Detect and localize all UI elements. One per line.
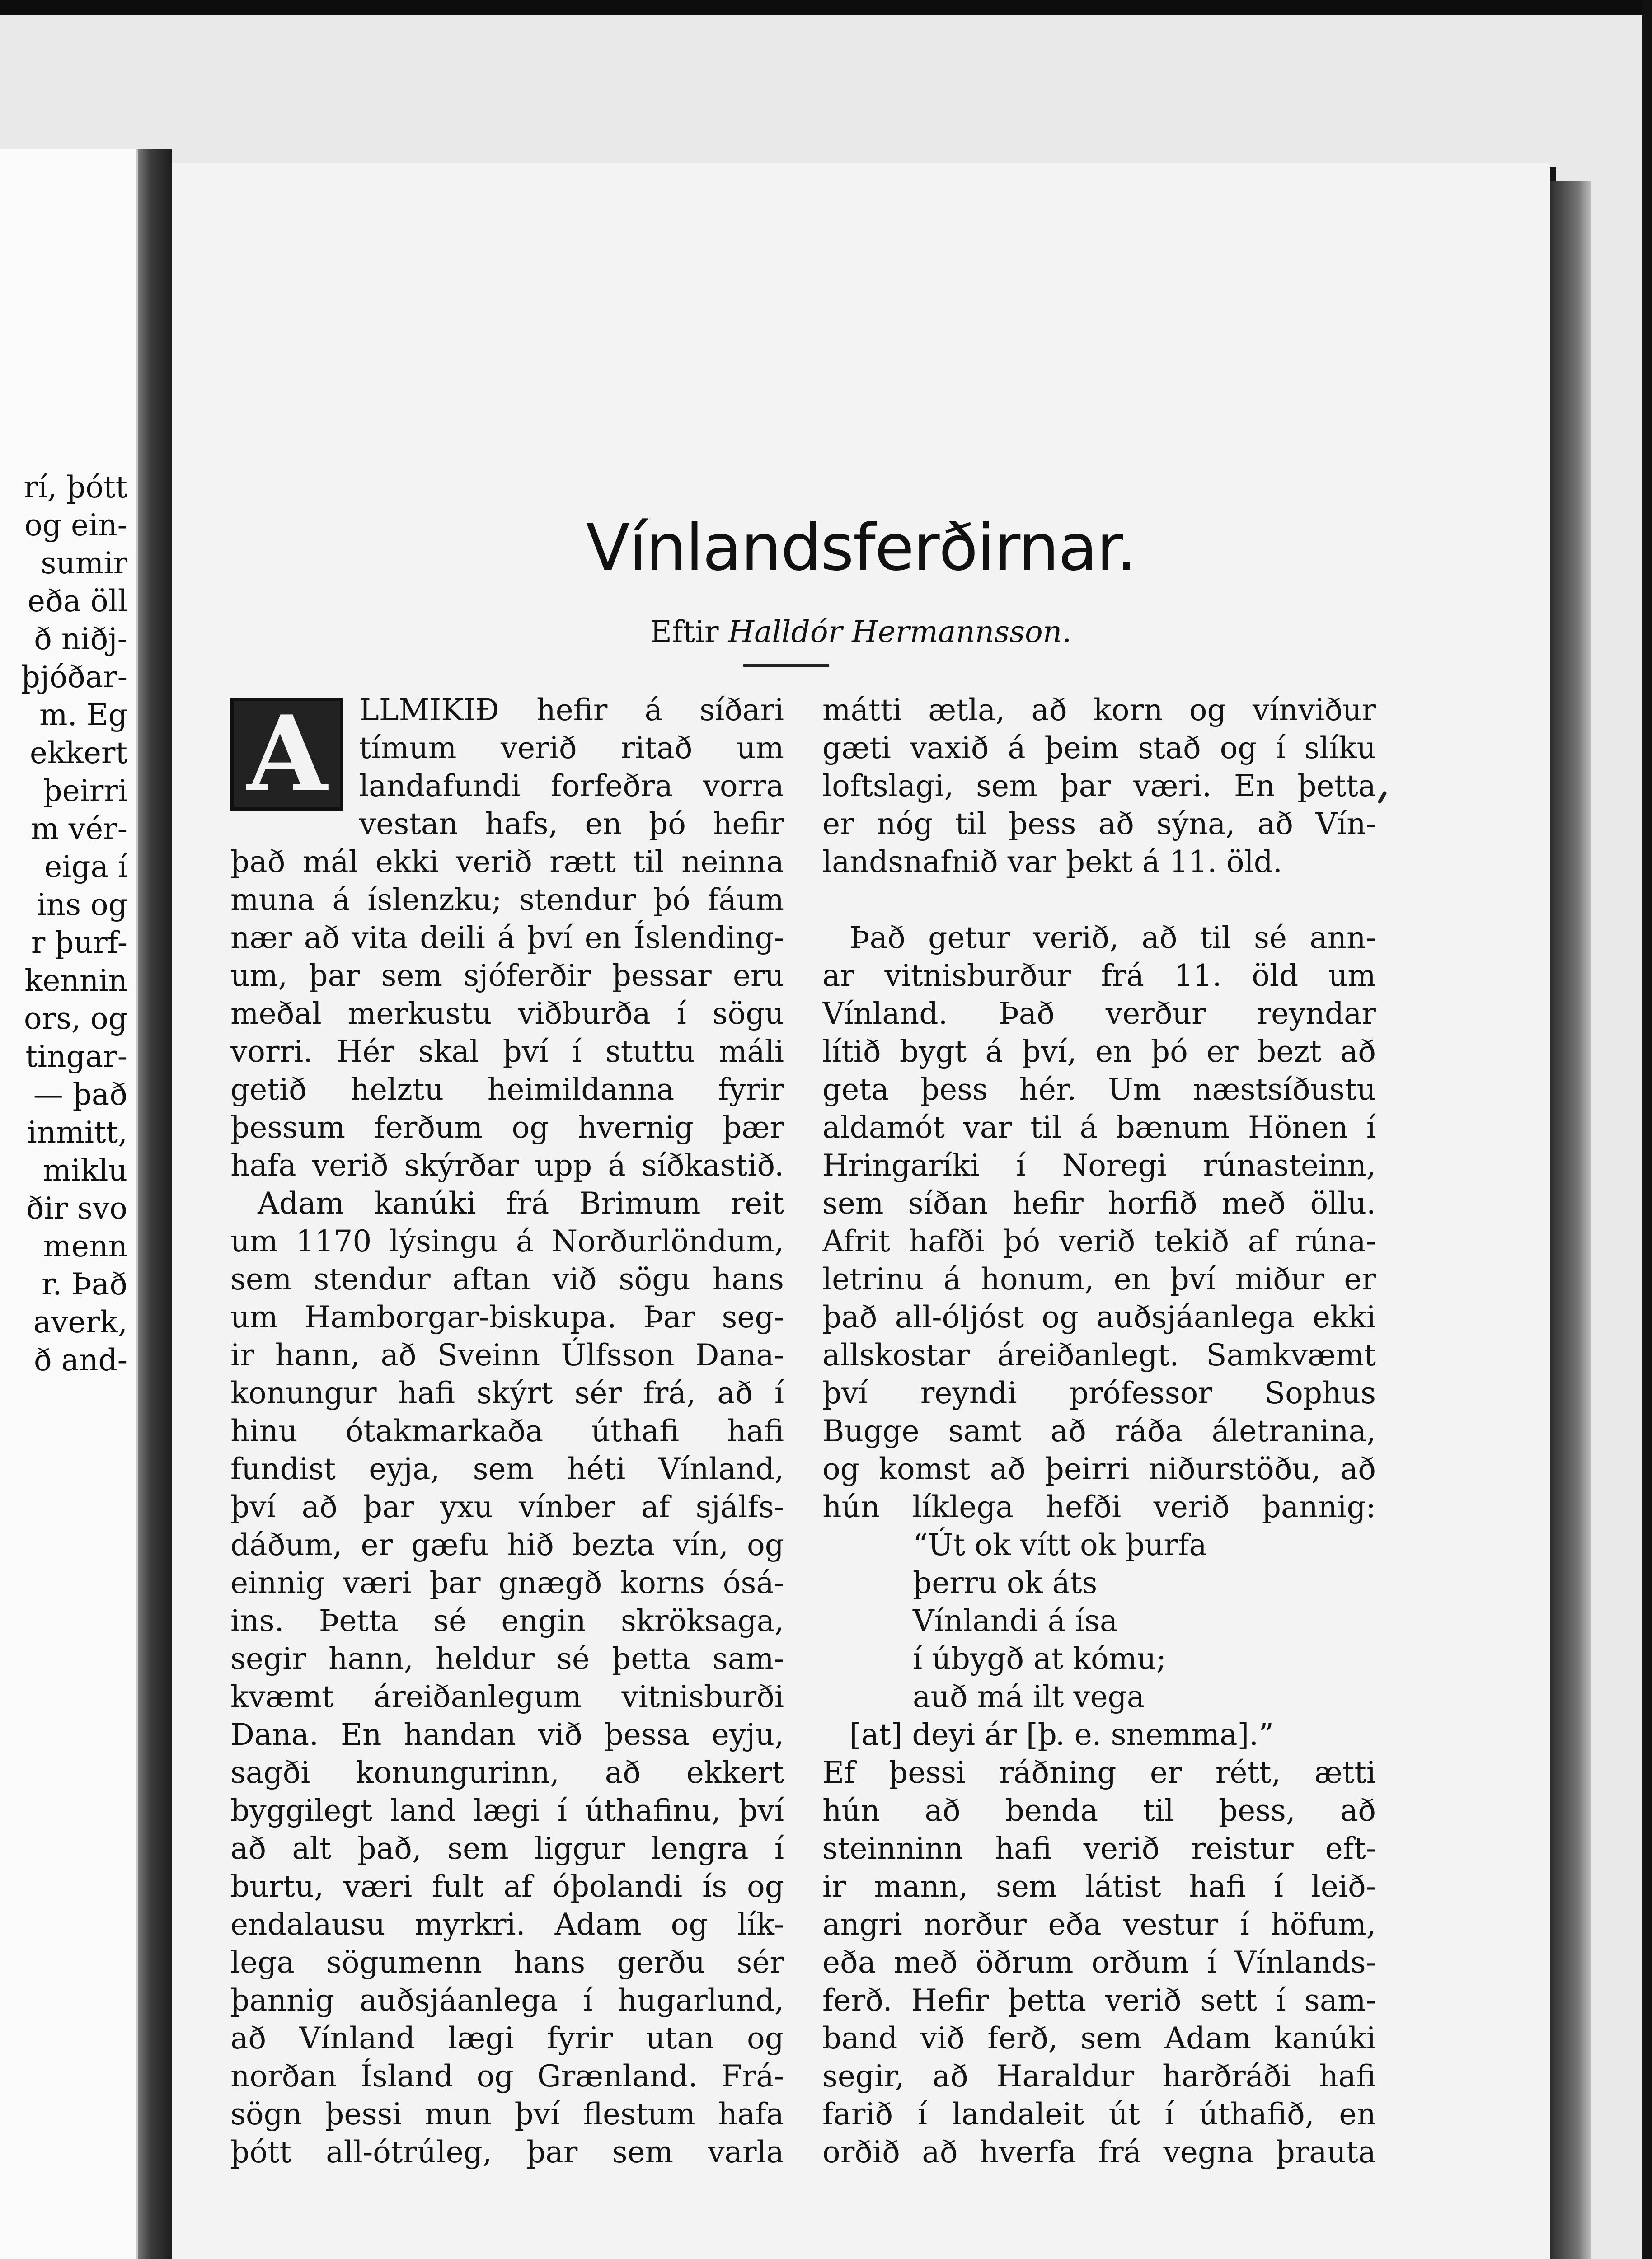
text-line: hún líklega hefði verið þannig: [822, 1490, 1376, 1524]
text-line: og komst að þeirri niðurstöðu, að [822, 1452, 1376, 1486]
text-line: landsnafnið var þekt á 11. öld. [822, 844, 1283, 879]
text-line: auð má ilt vega [913, 1679, 1145, 1714]
text-line: því að þar yxu vínber af sjálfs- [230, 1490, 784, 1524]
title-rule [743, 664, 829, 667]
previous-page-line: inmitt, [27, 1115, 127, 1150]
text-line: tímum verið ritað um [359, 731, 784, 765]
text-line: burtu, væri fult af óþolandi ís og [230, 1869, 784, 1904]
previous-page-line: eða öll [27, 584, 127, 619]
dropcap-letter: A [246, 693, 328, 815]
text-line: konungur hafi skýrt sér frá, að í [230, 1376, 784, 1411]
text-line: eða með öðrum orðum í Vínlands- [822, 1945, 1376, 1980]
previous-page-line: ekkert [29, 736, 127, 770]
text-line: því reyndi prófessor Sophus [822, 1376, 1376, 1411]
byline-prefix: Eftir [650, 614, 719, 649]
text-line: Það getur verið, að til sé ann- [849, 920, 1376, 955]
text-line: kvæmt áreiðanlegum vitnisburði [230, 1679, 784, 1714]
previous-page-line: averk, [33, 1305, 127, 1340]
previous-page-line: rí, þótt [23, 470, 127, 505]
text-line: getið helztu heimildanna fyrir [230, 1072, 784, 1107]
previous-page-line: ðir svo [26, 1191, 127, 1226]
text-line: það mál ekki verið rætt til neinna [230, 844, 784, 879]
previous-page-line: tingar- [25, 1039, 127, 1074]
byline-author: Halldór Hermannsson. [728, 614, 1072, 649]
text-line: dáðum, er gæfu hið bezta vín, og [230, 1528, 784, 1562]
text-line: vorri. Hér skal því í stuttu máli [230, 1034, 784, 1069]
previous-page-line: m vér- [31, 811, 127, 846]
text-line: Dana. En handan við þessa eyju, [230, 1717, 784, 1752]
text-line: [at] deyi ár [þ. e. snemma].” [849, 1717, 1274, 1752]
text-line: nær að vita deili á því en Íslending- [230, 920, 784, 955]
previous-page-line: m. Eg [39, 698, 127, 732]
text-line: fundist eyja, sem héti Vínland, [230, 1452, 784, 1486]
text-line: angri norður eða vestur í höfum, [822, 1907, 1376, 1942]
text-line: LLMIKIÐ hefir á síðari [359, 693, 784, 727]
text-line: Hringaríki í Noregi rúnasteinn, [822, 1148, 1376, 1183]
page-edge-shadow [1550, 181, 1591, 2259]
text-line: lega sögumenn hans gerðu sér [230, 1945, 784, 1980]
text-line: ar vitnisburður frá 11. öld um [822, 958, 1376, 993]
text-line: segir hann, heldur sé þetta sam- [230, 1641, 784, 1676]
text-line: norðan Ísland og Grænland. Frá- [230, 2059, 784, 2094]
text-line: um Hamborgar-biskupa. Þar seg- [230, 1300, 784, 1335]
previous-page-line: — það [33, 1077, 127, 1112]
previous-page-line: menn [43, 1229, 127, 1264]
previous-page-line: og ein- [24, 508, 127, 543]
text-line: gæti vaxið á þeim stað og í slíku [822, 731, 1376, 765]
left-column [230, 691, 784, 2171]
right-column [822, 691, 1376, 2171]
previous-page-line: eiga í [44, 849, 127, 884]
text-line: loftslagi, sem þar væri. En þetta [822, 769, 1376, 803]
article-page [172, 163, 1550, 2259]
text-line: Vínlandi á ísa [913, 1603, 1118, 1638]
previous-page-line: sumir [41, 546, 127, 581]
text-line: einnig væri þar gnægð korns ósá- [230, 1565, 784, 1600]
text-line: endalausu myrkri. Adam og lík- [230, 1907, 784, 1942]
text-line: sögn þessi mun því flestum hafa [230, 2097, 784, 2132]
text-line: geta þess hér. Um næstsíðustu [822, 1072, 1376, 1107]
text-line: muna á íslenzku; stendur þó fáum [230, 882, 784, 917]
text-line: mátti ætla, að korn og vínviður [822, 693, 1376, 727]
text-line: er nóg til þess að sýna, að Vín- [822, 806, 1376, 841]
text-line: Ef þessi ráðning er rétt, ætti [822, 1755, 1376, 1790]
text-line: segir, að Haraldur harðráði hafi [822, 2059, 1376, 2094]
previous-page-line: ors, og [23, 1001, 127, 1036]
text-line: þerru ok áts [913, 1565, 1098, 1600]
text-line: ir mann, sem látist hafi í leið- [822, 1869, 1376, 1904]
previous-page-line: þeirri [43, 773, 127, 808]
text-line: ferð. Hefir þetta verið sett í sam- [822, 1983, 1376, 2018]
previous-page-line: kennin [24, 963, 127, 998]
text-line: sem stendur aftan við sögu hans [230, 1262, 784, 1297]
previous-page-line: ins og [37, 887, 127, 922]
article-byline [172, 614, 1550, 649]
previous-page-line: þjóðar- [21, 660, 127, 694]
text-line: vestan hafs, en þó hefir [359, 806, 784, 841]
previous-page-line: ð niðj- [34, 622, 127, 656]
dropcap-ornament [230, 693, 343, 815]
text-line: sem síðan hefir horfið með öllu. [822, 1186, 1376, 1221]
text-line: þótt all-ótrúleg, þar sem varla [230, 2135, 784, 2170]
text-line: aldamót var til á bænum Hönen í [822, 1110, 1376, 1145]
text-line: sagði konungurinn, að ekkert [230, 1755, 784, 1790]
text-line: það all-óljóst og auðsjáanlega ekki [822, 1300, 1376, 1335]
text-line: ir hann, að Sveinn Úlfsson Dana- [230, 1338, 784, 1373]
film-scratch [1377, 791, 1387, 804]
text-line: ins. Þetta sé engin skröksaga, [230, 1603, 784, 1638]
text-line: um 1170 lýsingu á Norðurlöndum, [230, 1224, 784, 1259]
text-line: lítið bygt á því, en þó er bezt að [822, 1034, 1376, 1069]
film-border-top [0, 0, 1652, 15]
text-line: orðið að hverfa frá vegna þrauta [822, 2135, 1376, 2170]
previous-page-line: r þurf- [31, 925, 127, 960]
text-line: landafundi forfeðra vorra [359, 769, 784, 803]
text-line: að alt það, sem liggur lengra í [230, 1831, 784, 1866]
previous-page-line: ð and- [33, 1343, 127, 1378]
previous-page-line: miklu [42, 1153, 127, 1188]
text-line: farið í landaleit út í úthafið, en [822, 2097, 1376, 2132]
film-border-right [1642, 0, 1652, 2259]
text-line: hún að benda til þess, að [822, 1793, 1376, 1828]
article-title: Vínlandsferðirnar. [586, 511, 1136, 585]
text-line: um, þar sem sjóferðir þessar eru [230, 958, 784, 993]
previous-page-fragment [0, 149, 138, 2259]
paragraph-gap [822, 881, 1376, 919]
text-line: meðal merkustu viðburða í sögu [230, 996, 784, 1031]
text-line: Bugge samt að ráða áletranina, [822, 1414, 1376, 1448]
page-gutter-shadow [138, 149, 172, 2259]
text-line: þannig auðsjáanlega í hugarlund, [230, 1983, 784, 2018]
text-line: Adam kanúki frá Brimum reit [258, 1186, 784, 1221]
text-line: í úbygð at kómu; [913, 1641, 1166, 1676]
text-line: band við ferð, sem Adam kanúki [822, 2021, 1376, 2056]
text-line: byggilegt land lægi í úthafinu, því [230, 1793, 784, 1828]
text-line: allskostar áreiðanlegt. Samkvæmt [822, 1338, 1376, 1373]
text-line: hafa verið skýrðar upp á síðkastið. [230, 1148, 784, 1183]
text-line: hinu ótakmarkaða úthafi hafi [230, 1414, 784, 1448]
previous-page-line: r. Það [42, 1267, 127, 1302]
text-line: “Út ok vítt ok þurfa [913, 1528, 1207, 1562]
text-line: Afrit hafði þó verið tekið af rúna- [822, 1224, 1376, 1259]
text-line: letrinu á honum, en því miður er [822, 1262, 1376, 1297]
text-line: að Vínland lægi fyrir utan og [230, 2021, 784, 2056]
text-line: þessum ferðum og hvernig þær [230, 1110, 784, 1145]
text-line: Vínland. Það verður reyndar [822, 996, 1376, 1031]
text-line: steinninn hafi verið reistur eft- [822, 1831, 1376, 1866]
